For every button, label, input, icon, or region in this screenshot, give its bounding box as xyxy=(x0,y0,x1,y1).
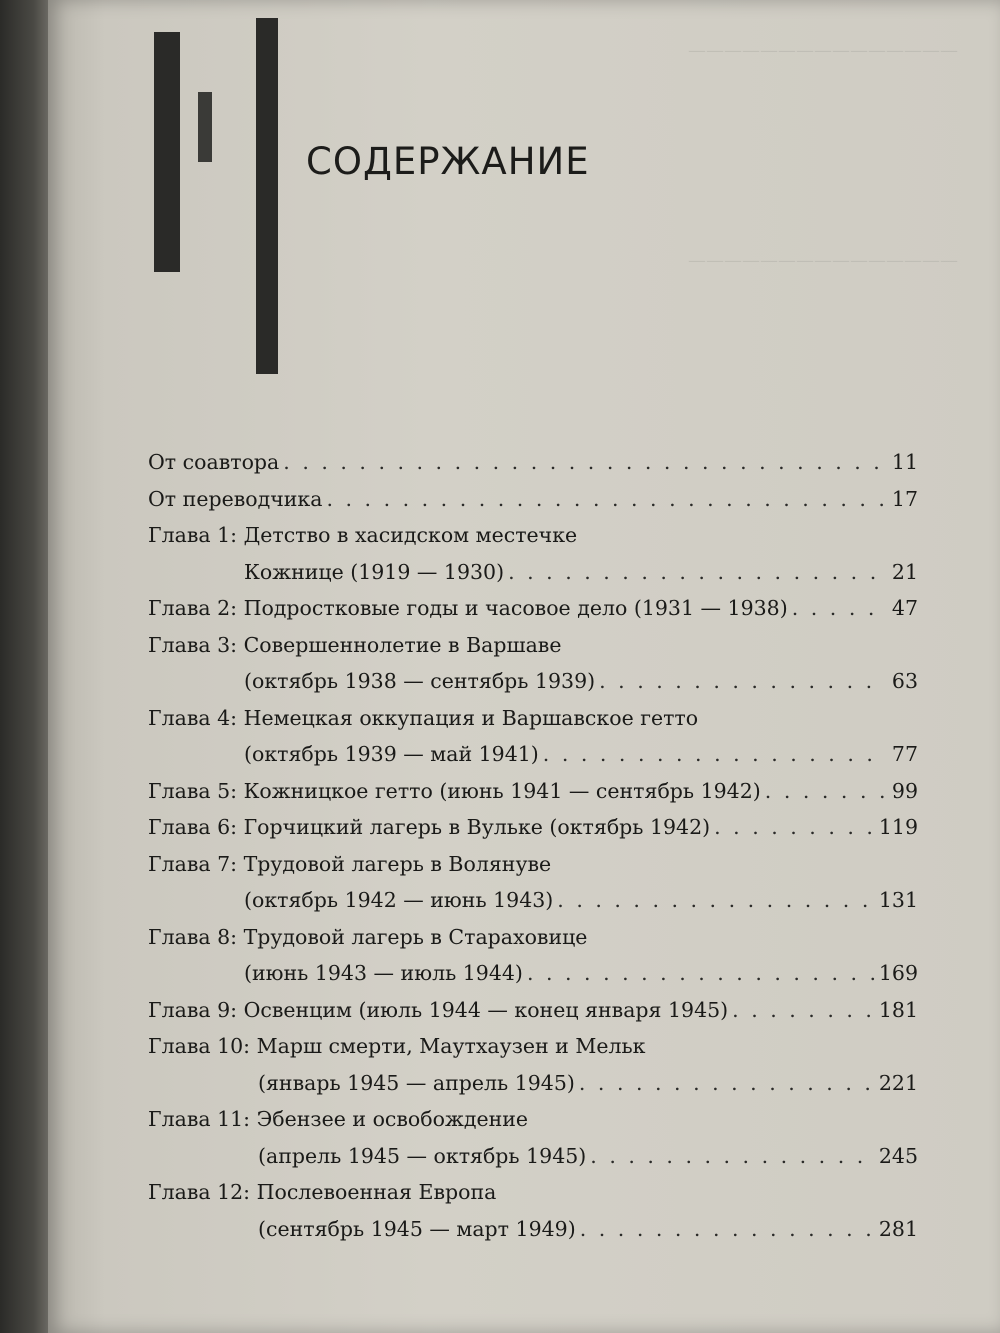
toc-entry xyxy=(148,1138,918,1175)
toc-entry-label: От соавтора xyxy=(148,450,280,474)
toc-page-number: 119 xyxy=(878,815,918,839)
toc-entry-continuation: (январь 1945 — апрель 1945) xyxy=(258,1070,575,1095)
toc-entry-label: Глава 6: Горчицкий лагерь в Вульке (октябрь 1942) xyxy=(148,815,711,839)
toc-page-number: 169 xyxy=(878,961,918,985)
decorative-bar-right xyxy=(256,18,278,374)
table-of-contents xyxy=(148,444,918,1247)
toc-entry-label: Глава 9: Освенцим (июль 1944 — конец января 1945) xyxy=(148,997,729,1022)
dot-leader xyxy=(579,1065,875,1102)
toc-page-number: 63 xyxy=(891,669,918,693)
decorative-bar-left xyxy=(154,32,180,272)
toc-entry-label: Глава 7: Трудовой лагерь в Волянуве xyxy=(148,851,552,876)
toc-entry xyxy=(148,955,918,992)
toc-page-number: 77 xyxy=(891,742,918,766)
toc-entry-label: Глава 11: Эбензее и освобождение xyxy=(148,1107,529,1131)
book-spine-shadow xyxy=(0,0,48,1333)
toc-entry-continuation: (апрель 1945 — октябрь 1945) xyxy=(258,1143,587,1168)
toc-page-number: 47 xyxy=(891,596,918,620)
dot-leader xyxy=(714,809,875,846)
toc-entry-continuation: (сентябрь 1945 — март 1949) xyxy=(258,1216,576,1241)
toc-entry-label: Глава 3: Совершеннолетие в Варшаве xyxy=(148,632,562,657)
toc-page-number: 99 xyxy=(891,778,918,803)
toc-page-number: 131 xyxy=(878,888,918,912)
dot-leader xyxy=(557,882,875,919)
toc-page-number: 245 xyxy=(878,1143,918,1168)
dot-leader xyxy=(283,444,884,481)
dot-leader xyxy=(599,663,884,700)
dot-leader xyxy=(732,992,875,1029)
toc-entry-label: Глава 2: Подростковые годы и часовое дело (1931 — 1938) xyxy=(148,596,788,620)
dot-leader xyxy=(543,736,884,773)
toc-entry-continuation: (октябрь 1938 — сентябрь 1939) xyxy=(244,669,596,693)
toc-page-number: 281 xyxy=(878,1216,918,1241)
toc-entry xyxy=(148,882,918,919)
dot-leader xyxy=(508,554,884,591)
toc-entry xyxy=(148,663,918,700)
toc-entry-label: Глава 5: Кожницкое гетто (июнь 1941 — сентябрь 1942) xyxy=(148,778,761,803)
toc-entry-label: Глава 1: Детство в хасидском местечке xyxy=(148,523,578,547)
toc-entry-label: Глава 8: Трудовой лагерь в Стараховице xyxy=(148,924,588,949)
dot-leader xyxy=(527,955,875,992)
dot-leader xyxy=(326,481,884,518)
toc-entry xyxy=(148,481,918,518)
toc-page-number: 17 xyxy=(891,486,918,511)
toc-entry xyxy=(148,554,918,591)
bleed-through-line: ——————————————— xyxy=(688,250,958,271)
toc-entry xyxy=(148,1065,918,1102)
toc-page-number: 21 xyxy=(891,559,918,584)
toc-page-number: 11 xyxy=(891,450,918,474)
toc-entry-label: От переводчика xyxy=(148,486,323,511)
page-title: СОДЕРЖАНИЕ xyxy=(306,140,590,183)
toc-entry-continuation: (октябрь 1939 — май 1941) xyxy=(244,742,539,766)
toc-entry-continuation: (октябрь 1942 — июнь 1943) xyxy=(244,888,554,912)
dot-leader xyxy=(580,1211,875,1248)
toc-entry-label: Глава 4: Немецкая оккупация и Варшавское гетто xyxy=(148,705,699,730)
toc-entry xyxy=(148,773,918,810)
toc-entry xyxy=(148,590,918,627)
dot-leader xyxy=(590,1138,875,1175)
decorative-bar-small xyxy=(198,92,212,162)
toc-entry-continuation: Кожнице (1919 — 1930) xyxy=(244,559,505,584)
toc-entry-label: Глава 10: Марш смерти, Маутхаузен и Мельк xyxy=(148,1034,646,1058)
toc-entry-label: Глава 12: Послевоенная Европа xyxy=(148,1180,497,1204)
toc-entry xyxy=(148,736,918,773)
dot-leader xyxy=(792,590,884,627)
toc-page-number: 181 xyxy=(878,997,918,1022)
toc-page-number: 221 xyxy=(878,1070,918,1095)
toc-entry xyxy=(148,809,918,846)
dot-leader xyxy=(765,773,884,810)
bleed-through-line: ——————————————— xyxy=(688,40,958,61)
toc-entry-continuation: (июнь 1943 — июль 1944) xyxy=(244,961,523,985)
toc-entry xyxy=(148,1211,918,1248)
toc-entry xyxy=(148,444,918,481)
toc-entry xyxy=(148,992,918,1029)
